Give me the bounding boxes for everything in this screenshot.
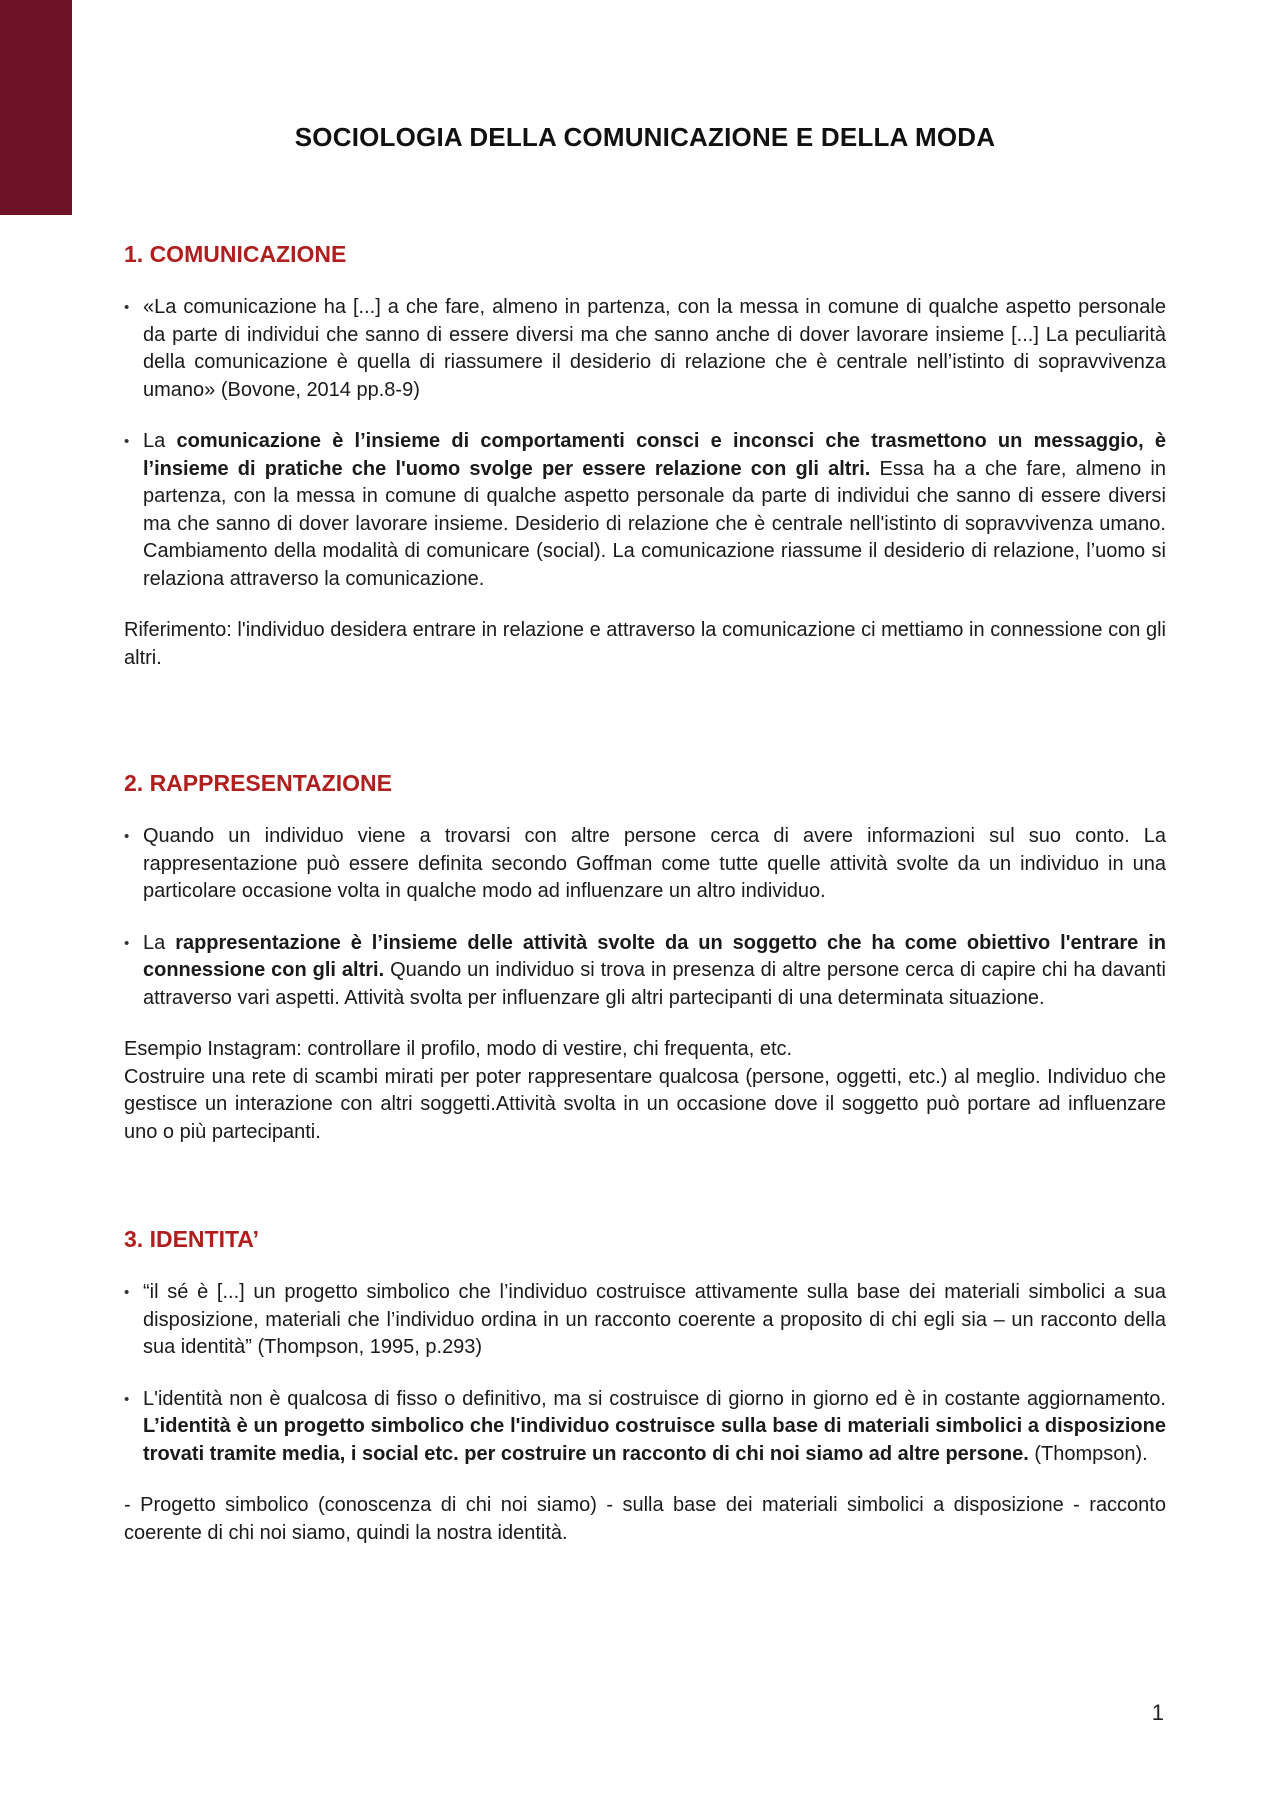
section-rappresentazione: [124, 770, 1166, 1146]
paragraph: Costruire una rete di scambi mirati per poter rappresentare qualcosa (persone, oggetti, etc.) al meglio. Individuo che gestisce un interazione con altri soggetti.Attività svolta in un occasione dove il soggetto può portare ad influenzare uno o più partecipanti.: [124, 1065, 1166, 1143]
section-identita: [124, 1226, 1166, 1547]
paragraph: Esempio Instagram: controllare il profilo, modo di vestire, chi frequenta, etc.: [124, 1038, 793, 1060]
bullet-item: • Quando un individuo viene a trovarsi con altre persone cerca di avere informazioni sul suo conto. La rappresentazione può essere definita secondo Goffman come tutte quelle attività svolte da un individuo in una particolare occasione volta in qualche modo ad influenzare un altro individuo.: [124, 823, 1166, 906]
bullet-text: La: [143, 931, 176, 954]
bullet-item: [124, 930, 1166, 1013]
paragraph: - Progetto simbolico (conoscenza di chi noi siamo) - sulla base dei materiali simbolici a disposizione - racconto coerente di chi noi siamo, quindi la nostra identità.: [124, 1494, 1166, 1544]
bullet-bold-text: rappresentazione è l’insieme delle attività svolte da un soggetto che ha come obiettivo l'entrare in connessione con gli altri.: [143, 931, 1166, 981]
bullet-item: • “il sé è [...] un progetto simbolico che l’individuo costruisce attivamente sulla base dei materiali simbolici a sua disposizione, materiali che l’individuo ordina in un racconto coerente a proposito di chi egli sia – un racconto della sua identità” (Thompson, 1995, p.293): [124, 1279, 1166, 1362]
section-heading: 2. RAPPRESENTAZIONE: [124, 770, 392, 796]
bullet-text: Quando un individuo si trova in presenza di altre persone cerca di capire chi ha davanti attraverso vari aspetti. Attività svolta per influenzare gli altri partecipanti di una determinata situazione.: [143, 959, 1167, 1009]
bullet-bold-text: comunicazione è l’insieme di comportamenti consci e inconsci che trasmettono un messaggio, è l’insieme di pratiche che l'uomo svolge per essere relazione con gli altri.: [143, 430, 1166, 480]
bullet-text: Essa ha a che fare, almeno in partenza, con la messa in comune di qualche aspetto personale da parte di individui che sanno di essere diversi ma che sanno di dover lavorare insieme. Desiderio di relazione che è centrale nell'istinto di sopravvivenza umano. Cambiamento della modalità di comunicare (social). La comunicazione riassume il desiderio di relazione, l’uomo si relaziona attraverso la comunicazione.: [143, 457, 1166, 590]
page-number: 1: [1151, 1700, 1164, 1725]
section-heading: 1. COMUNICAZIONE: [124, 241, 347, 267]
paragraph: Riferimento: l'individuo desidera entrare in relazione e attraverso la comunicazione ci mettiamo in connessione con gli altri.: [124, 619, 1166, 669]
bullet-text: (Thompson).: [1028, 1442, 1148, 1465]
section-heading: 3. IDENTITA’: [124, 1226, 260, 1252]
section-comunicazione: [124, 241, 1166, 672]
bullet-text: La: [143, 430, 177, 452]
bullet-text: L'identità non è qualcosa di fisso o definitivo, ma si costruisce di giorno in giorno ed è in costante aggiornamento.: [143, 1387, 1166, 1410]
bullet-item: • «La comunicazione ha [...] a che fare, almeno in partenza, con la messa in comune di qualche aspetto personale da parte di individui che sanno di essere diversi ma che sanno anche di dover lavorare insieme [...] La peculiarità della comunicazione è quella di riassumere il desiderio di relazione che è centrale nell’istinto di sopravvivenza umano» (Bovone, 2014 pp.8-9): [124, 294, 1166, 404]
bullet-item: [124, 1386, 1166, 1469]
bullet-bold-text: L’identità è un progetto simbolico che l'individuo costruisce sulla base di materiali simbolici a disposizione trovati tramite media, i social etc. per costruire un racconto di chi noi siamo ad altre persone.: [143, 1415, 1166, 1465]
bullet-item: [124, 428, 1166, 593]
document-title: SOCIOLOGIA DELLA COMUNICAZIONE E DELLA MODA: [294, 122, 996, 152]
document-page: [124, 122, 1166, 1547]
corner-accent-bar: [0, 0, 72, 215]
